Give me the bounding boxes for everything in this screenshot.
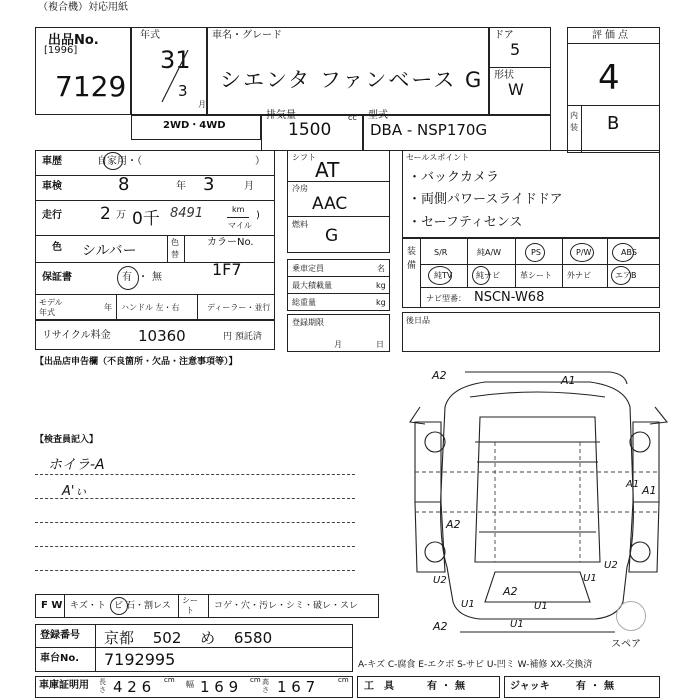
sales-point-1: ・バックカメラ — [408, 170, 500, 185]
color-no-divider — [184, 235, 185, 262]
model-value: シエンタ ファンベース G — [220, 68, 484, 92]
legend-fw: F W — [41, 600, 63, 611]
mark-4: A2 — [446, 518, 461, 531]
registration-label-divider — [95, 624, 96, 672]
aftermarket-label: 後日品 — [406, 316, 430, 325]
mileage-label: 走行 — [42, 210, 62, 221]
recycle-unit: 円 預託済 — [223, 332, 262, 342]
sales-points-label: セールスポイント — [406, 153, 470, 162]
lot-label: 出品No. — [48, 33, 99, 48]
displacement-unit: cc — [348, 113, 357, 122]
model-year-unit: 年 — [104, 303, 112, 312]
expiry-month-unit: 月 — [334, 340, 342, 349]
legend-items2: コゲ・穴・汚レ・シミ・破レ・スレ — [214, 601, 359, 611]
lot-code-value: 1996 — [47, 45, 74, 56]
aftermarket-box — [402, 312, 660, 352]
cert-length: 4 2 6 — [113, 678, 152, 696]
equip-pw-circle — [570, 243, 594, 262]
equip-airbag: エアB — [615, 271, 637, 280]
capacity-row-1 — [287, 276, 390, 277]
history-close: ） — [255, 156, 265, 167]
cert-label: 車庫証明用 — [39, 680, 89, 691]
spare-label: スペア — [611, 639, 641, 650]
equip-pw: P/W — [576, 248, 592, 257]
equip-navi-circle — [472, 266, 490, 285]
equipment-label-divider — [420, 238, 421, 308]
drive-label: 2WD・4WD — [163, 120, 226, 131]
mark-11: U2 — [604, 560, 618, 571]
expiry-day-unit: 日 — [376, 340, 384, 349]
rating-label: 評価点 — [592, 30, 631, 41]
lot-number: 7129 — [55, 70, 127, 103]
damage-codes: A-キズ C-腐食 E-エクボ S-サビ U-凹ミ W-補修 XX-交換済 — [358, 660, 593, 670]
history-circle — [103, 152, 123, 170]
equipment-row-2 — [420, 287, 660, 288]
mileage-man: 2 — [100, 204, 111, 224]
registration-value: 京都 502 め 6580 — [104, 629, 273, 647]
year-month-unit: 月 — [198, 100, 206, 109]
color-color-label: 色 — [171, 238, 179, 247]
doors-value: 5 — [510, 40, 521, 59]
mark-6: U2 — [433, 575, 447, 586]
inspector-line-4 — [35, 546, 355, 547]
color-divider — [167, 235, 168, 262]
inspection-label: 車検 — [42, 181, 62, 192]
passenger-unit: 名 — [377, 264, 385, 273]
color-no-label: カラーNo. — [207, 237, 254, 248]
registration-label: 登録番号 — [40, 630, 80, 641]
total-label: 総重量 — [292, 298, 316, 307]
cert-length-label: 長さ — [99, 678, 106, 694]
legend-seat-1: シー — [182, 596, 198, 605]
model-year-div2 — [197, 294, 198, 320]
legend-seat-2: ト — [186, 606, 194, 615]
model-year-label2: 年式 — [39, 308, 55, 317]
warranty-dot: ・ — [138, 272, 148, 283]
equip-aw: 純A/W — [477, 248, 502, 257]
legend-div-3 — [208, 594, 209, 618]
navi-value: NSCN-W68 — [474, 290, 545, 305]
inspector-line-5 — [35, 570, 355, 571]
jack-value: 有・無 — [576, 681, 618, 692]
chassis-value: 7192995 — [104, 650, 176, 669]
interior-value: B — [607, 113, 620, 134]
equipment-label: 装備 — [407, 247, 417, 271]
shift-label: シフト — [292, 153, 316, 162]
tools-value: 有・無 — [427, 681, 469, 692]
warranty-no: 無 — [152, 272, 162, 283]
color-label: 色 — [52, 242, 62, 253]
cert-length-unit: cm — [164, 676, 175, 684]
cert-width: 1 6 9 — [200, 678, 239, 696]
inspector-line-1 — [35, 474, 355, 475]
inspection-year: 8 — [118, 174, 130, 195]
equipment-col-3 — [562, 238, 563, 287]
mech-row-2 — [287, 216, 390, 217]
spare-tire — [616, 601, 646, 631]
color-value: シルバー — [82, 243, 137, 259]
doors-divider — [489, 67, 551, 68]
mark-1: A2 — [432, 369, 447, 382]
recycle-label: リサイクル料金 — [42, 330, 111, 341]
cert-width-label: 幅 — [186, 680, 194, 689]
model-label: 車名・グレード — [212, 30, 282, 41]
mileage-scribble: 8491 — [170, 206, 204, 221]
mileage-unit-km: km — [232, 205, 245, 214]
capacity-row-2 — [287, 293, 390, 294]
mileage-unit-mile: マイル — [228, 221, 252, 230]
equipment-col-2 — [515, 238, 516, 287]
mark-3: A1 — [642, 484, 657, 497]
color-no-value: 1F7 — [212, 260, 242, 279]
equip-tv-circle — [428, 266, 452, 285]
mark-7: U1 — [461, 599, 475, 610]
equip-leather: 革シート — [520, 271, 552, 280]
seller-notes-label: 【出品店申告欄（不良箇所・欠品・注意事項等）】 — [35, 357, 238, 367]
warranty-yes: 有 — [122, 272, 132, 283]
top-note: （複合機）対応用紙 — [38, 2, 128, 13]
doors-label: ドア — [494, 30, 514, 41]
jack-label: ジャッキ — [510, 681, 550, 692]
cert-width-unit: cm — [250, 676, 261, 684]
year-month: 3 — [178, 82, 188, 100]
mark-8: U1 — [534, 601, 548, 612]
inspector-line-3 — [35, 522, 355, 523]
equip-tv: 純TV — [434, 271, 453, 280]
mileage-man-unit: 万 — [116, 210, 126, 221]
expiry-label: 登録期限 — [292, 318, 324, 327]
equip-ps: PS — [531, 248, 541, 257]
cert-height: 1 6 7 — [277, 678, 316, 696]
model-year-label1: モデル — [39, 298, 63, 307]
info-row-2 — [35, 200, 275, 201]
chassis-label: 車台No. — [40, 653, 80, 664]
equip-sr: S/R — [434, 248, 448, 257]
model-year-dealer: ディーラー・並行 — [207, 303, 271, 312]
mileage-close: ) — [256, 210, 260, 221]
sales-point-2: ・両側パワースライドドア — [408, 192, 563, 207]
cert-height-label: 高さ — [262, 678, 269, 694]
equip-abs-circle — [612, 243, 634, 262]
fuel-value: G — [325, 226, 339, 246]
legend-items1: キズ・ト — [70, 601, 106, 611]
load-unit: kg — [376, 281, 386, 290]
mark-5: A1 — [626, 479, 640, 490]
displacement-value: 1500 — [288, 120, 332, 140]
history-label: 車歴 — [42, 156, 62, 167]
model-year-div1 — [116, 294, 117, 320]
mark-2: A1 — [561, 374, 576, 387]
info-row-5 — [35, 294, 275, 295]
type-value: DBA - NSP170G — [370, 121, 488, 139]
equip-airbag-circle — [611, 266, 631, 285]
inspection-month-unit: 月 — [244, 181, 254, 192]
equipment-col-4 — [607, 238, 608, 287]
interior-divider — [581, 105, 582, 153]
mileage-unit-divider — [227, 217, 249, 218]
equipment-col-1 — [467, 238, 468, 287]
mark-10: U1 — [583, 573, 597, 584]
legend-div-1 — [64, 594, 65, 618]
interior-label: 内装 — [570, 111, 578, 132]
total-unit: kg — [376, 298, 386, 307]
passenger-label: 乗車定員 — [292, 264, 324, 273]
ac-label: 冷房 — [292, 184, 308, 193]
year-value: 31 — [160, 46, 191, 74]
model-year-handle: ハンドル 左・右 — [121, 303, 180, 312]
equipment-row-1 — [420, 264, 660, 265]
year-label: 年式 — [140, 30, 160, 41]
ac-value: AAC — [312, 194, 348, 214]
info-row-1 — [35, 175, 275, 176]
equip-abs: ABS — [621, 248, 637, 257]
equip-ext-navi: 外ナビ — [567, 271, 591, 280]
info-row-3 — [35, 235, 275, 236]
shape-value: W — [508, 80, 524, 99]
mark-12: A2 — [433, 620, 448, 633]
legend-div-2 — [178, 594, 179, 618]
tools-label: 工 具 — [364, 681, 394, 692]
inspector-note-1: ホイラ-A — [48, 457, 105, 473]
type-label: 型式 — [368, 110, 388, 121]
warranty-label: 保証書 — [42, 272, 72, 283]
rating-divider-top — [567, 43, 660, 44]
lot-code: [1996] — [44, 45, 78, 56]
navi-label: ナビ型番： — [426, 294, 466, 303]
displacement-label: 排気量 — [266, 110, 296, 121]
fuel-label: 燃料 — [292, 220, 308, 229]
shift-value: AT — [315, 158, 340, 182]
equip-navi: 純ナビ — [476, 271, 500, 280]
color-change-label: 替 — [171, 250, 179, 259]
cert-height-unit: cm — [338, 676, 349, 684]
legend-items1b: 石・割レス — [126, 601, 171, 611]
legend-item-circled: ビ — [114, 601, 124, 611]
sales-point-3: ・セーフティセンス — [408, 215, 523, 230]
rating-value: 4 — [598, 58, 620, 98]
inspection-year-unit: 年 — [176, 181, 186, 192]
recycle-value: 10360 — [138, 327, 186, 345]
history-options: 自家用・（ — [97, 156, 142, 167]
inspection-month: 3 — [203, 174, 215, 195]
shape-label: 形状 — [494, 70, 514, 81]
mark-13: U1 — [510, 619, 524, 630]
inspector-label: 【検査員記入】 — [35, 435, 99, 445]
warranty-circle — [117, 266, 139, 290]
mark-9: A2 — [503, 585, 518, 598]
load-label: 最大積載量 — [292, 281, 332, 290]
inspector-note-2: A'ぃ — [62, 484, 88, 499]
equip-ps-circle — [525, 243, 545, 262]
mileage-value: 0千 — [132, 209, 160, 229]
